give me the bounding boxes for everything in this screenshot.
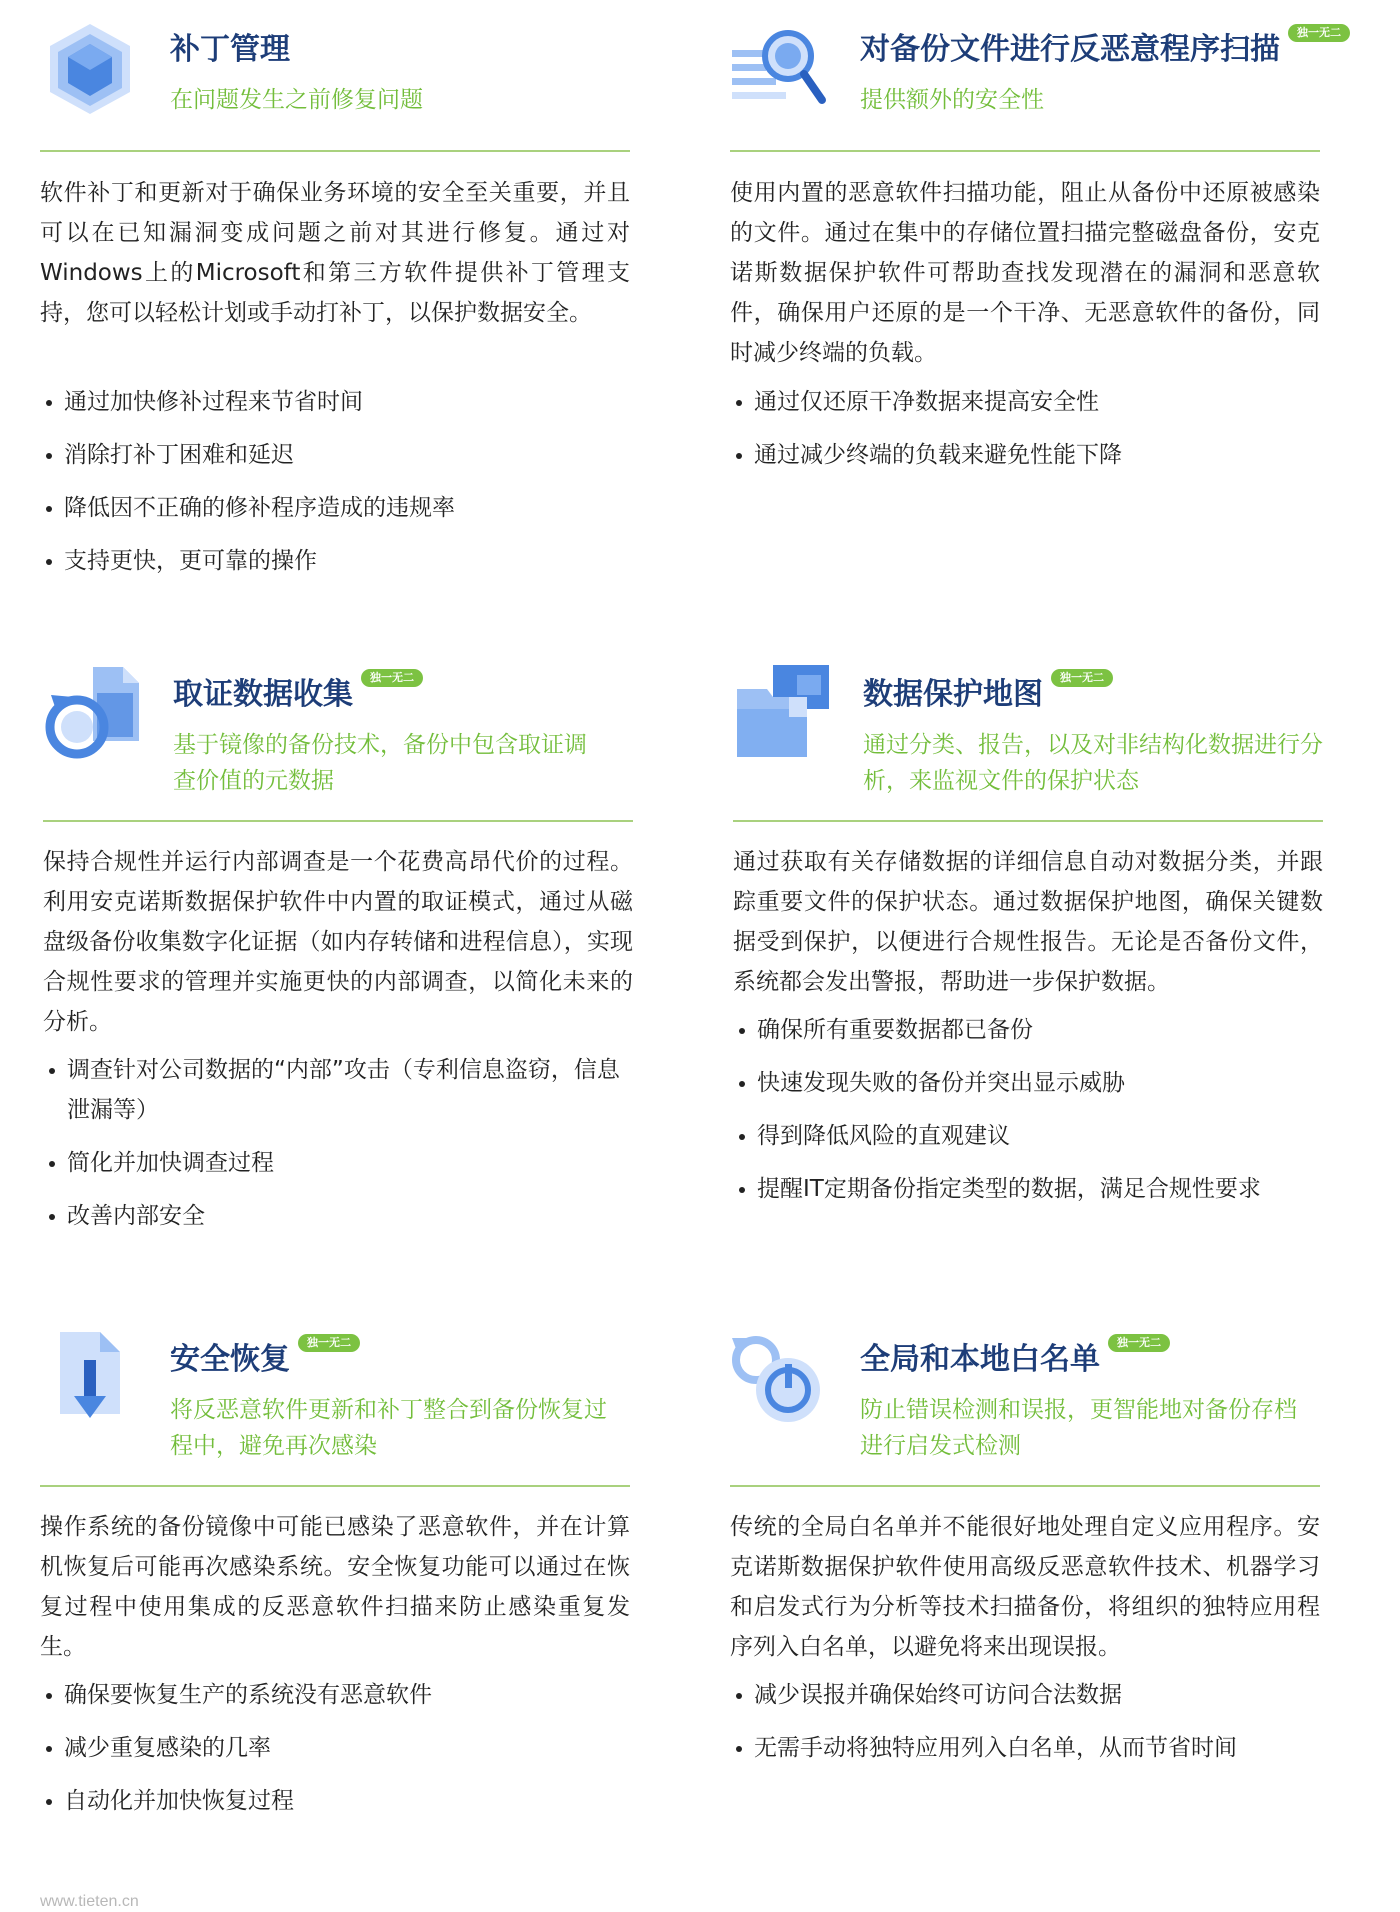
- section-title: 对备份文件进行反恶意程序扫描: [860, 32, 1280, 67]
- section-body: 使用内置的恶意软件扫描功能，阻止从备份中还原被感染的文件。通过在集中的存储位置扫描完整磁盘备份，安克诺斯数据保护软件可帮助查找发现潜在的漏洞和恶意软件，确保用户还原的是一个干净、无恶意软件的备份，同时减少终端的负载。: [730, 180, 1320, 366]
- hexagon-cube-icon: [40, 20, 140, 120]
- bullet-item: 简化并加快调查过程: [47, 1143, 637, 1183]
- section-antimalware-scan: [730, 20, 1341, 480]
- bullet-item: 提醒IT定期备份指定类型的数据，满足合规性要求: [737, 1169, 1327, 1209]
- bullet-item: 改善内部安全: [47, 1196, 637, 1236]
- section-title-row: [170, 1336, 360, 1380]
- section-subtitle: 提供额外的安全性: [860, 87, 1044, 113]
- bullet-list: [734, 382, 1324, 488]
- divider: [730, 150, 1320, 152]
- section-body: 操作系统的备份镜像中可能已感染了恶意软件，并在计算机恢复后可能再次感染系统。安全恢复功能可以通过在恢复过程中使用集成的反恶意软件扫描来防止感染重复发生。: [40, 1514, 630, 1660]
- section-title: 全局和本地白名单: [860, 1342, 1100, 1377]
- bullet-item: 确保所有重要数据都已备份: [737, 1010, 1327, 1050]
- section-subtitle: 通过分类、报告，以及对非结构化数据进行分析，来监视文件的保护状态: [863, 732, 1323, 794]
- section-title-row: [173, 671, 423, 715]
- unique-badge: 独一无二: [1108, 1334, 1170, 1352]
- divider: [43, 820, 633, 822]
- section-whitelist: [730, 1330, 1320, 1761]
- section-title-row: [860, 26, 1350, 70]
- bullet-item: 自动化并加快恢复过程: [44, 1781, 634, 1821]
- bullet-item: 减少误报并确保始终可访问合法数据: [734, 1675, 1324, 1715]
- bullet-item: 无需手动将独特应用列入白名单，从而节省时间: [734, 1728, 1324, 1768]
- footer-url: www.tieten.cn: [40, 1893, 139, 1910]
- unique-badge: 独一无二: [1051, 669, 1113, 687]
- bullet-item: 得到降低风险的直观建议: [737, 1116, 1327, 1156]
- unique-badge: 独一无二: [361, 669, 423, 687]
- bullet-item: 调查针对公司数据的“内部”攻击（专利信息盗窃，信息泄漏等）: [47, 1050, 637, 1130]
- bullet-item: 降低因不正确的修补程序造成的违规率: [44, 488, 634, 528]
- bullet-list: [44, 382, 634, 594]
- section-subtitle: 防止错误检测和误报，更智能地对备份存档进行启发式检测: [860, 1397, 1297, 1459]
- section-title-row: [860, 1336, 1170, 1380]
- divider: [733, 820, 1323, 822]
- section-subtitle: 将反恶意软件更新和补丁整合到备份恢复过程中，避免再次感染: [170, 1397, 607, 1459]
- section-body: 传统的全局白名单并不能很好地处理自定义应用程序。安克诺斯数据保护软件使用高级反恶意软件技术、机器学习和启发式行为分析等技术扫描备份，将组织的独特应用程序列入白名单，以避免将来出现误报。: [730, 1514, 1320, 1660]
- section-patch-management: [40, 20, 630, 580]
- section-title: 安全恢复: [170, 1342, 290, 1377]
- bullet-item: 支持更快，更可靠的操作: [44, 541, 634, 581]
- section-body: 软件补丁和更新对于确保业务环境的安全至关重要，并且可以在已知漏洞变成问题之前对其进行修复。通过对Windows上的Microsoft和第三方软件提供补丁管理支持，您可以轻松计划或手动打补丁，以保护数据安全。: [40, 180, 630, 326]
- magnifier-scan-icon: [730, 20, 830, 120]
- bullet-item: 确保要恢复生产的系统没有恶意软件: [44, 1675, 634, 1715]
- section-title: 取证数据收集: [173, 677, 353, 712]
- unique-badge: 独一无二: [298, 1334, 360, 1352]
- section-body: 通过获取有关存储数据的详细信息自动对数据分类，并跟踪重要文件的保护状态。通过数据保护地图，确保关键数据受到保护，以便进行合规性报告。无论是否备份文件，系统都会发出警报，帮助进一步保护数据。: [733, 849, 1323, 995]
- section-subtitle: 在问题发生之前修复问题: [170, 87, 423, 113]
- section-title-row: [863, 671, 1113, 715]
- bullet-item: 消除打补丁困难和延迟: [44, 435, 634, 475]
- bullet-list: [47, 1050, 637, 1249]
- divider: [40, 1485, 630, 1487]
- unique-badge: 独一无二: [1288, 24, 1350, 42]
- bullet-item: 减少重复感染的几率: [44, 1728, 634, 1768]
- section-title-row: [170, 30, 290, 70]
- bullet-item: 通过仅还原干净数据来提高安全性: [734, 382, 1324, 422]
- section-forensic-data: [43, 665, 633, 1265]
- download-document-icon: [40, 1330, 140, 1430]
- bullet-list: [734, 1675, 1324, 1781]
- bullet-item: 快速发现失败的备份并突出显示威胁: [737, 1063, 1327, 1103]
- section-title: 补丁管理: [170, 32, 290, 67]
- bullet-item: 通过加快修补过程来节省时间: [44, 382, 634, 422]
- section-data-protection-map: [733, 665, 1323, 1265]
- divider: [40, 150, 630, 152]
- bullet-list: [737, 1010, 1327, 1222]
- section-body: 保持合规性并运行内部调查是一个花费高昂代价的过程。利用安克诺斯数据保护软件中内置的取证模式，通过从磁盘级备份收集数字化证据（如内存转储和进程信息），实现合规性要求的管理并实施更快的内部调查，以简化未来的分析。: [43, 849, 633, 1035]
- power-refresh-icon: [730, 1330, 830, 1430]
- folder-map-icon: [733, 665, 833, 765]
- bullet-item: 通过减少终端的负载来避免性能下降: [734, 435, 1324, 475]
- bullet-list: [44, 1675, 634, 1834]
- divider: [730, 1485, 1320, 1487]
- section-title: 数据保护地图: [863, 677, 1043, 712]
- section-subtitle: 基于镜像的备份技术，备份中包含取证调查价值的元数据: [173, 732, 587, 794]
- section-secure-recovery: [40, 1330, 630, 1850]
- document-refresh-icon: [43, 665, 143, 765]
